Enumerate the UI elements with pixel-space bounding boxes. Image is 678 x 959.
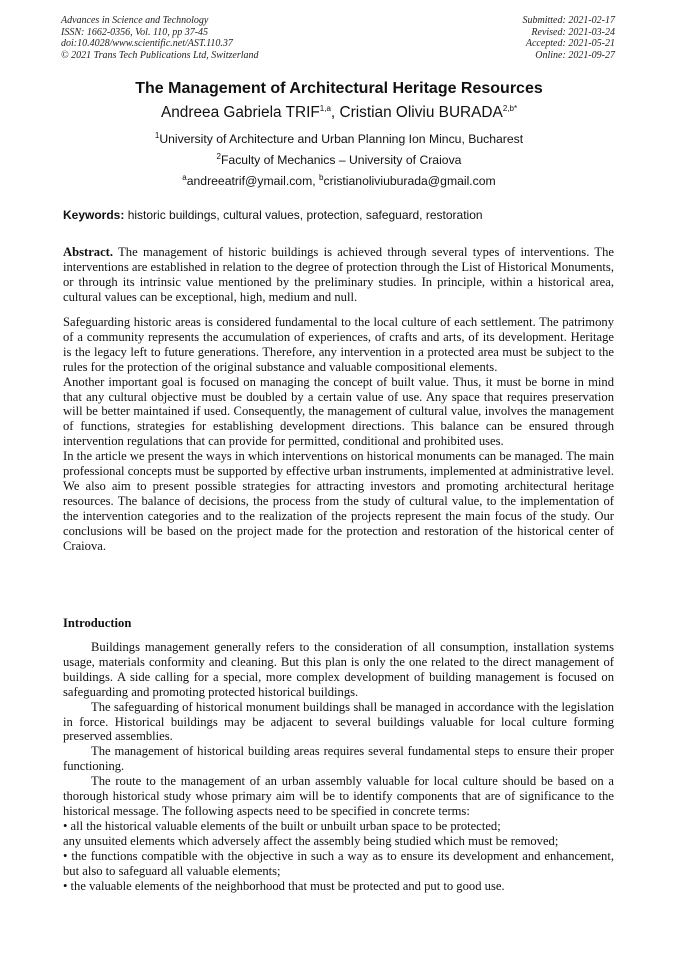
section-heading-introduction: Introduction (63, 616, 132, 630)
abstract-intro (63, 245, 614, 305)
abstract-first-paragraph: The management of historic buildings is achieved through several types of interventions. The interventions are established in relation to the degree of protection through the List of Historical Monuments, or through its intrinsic value mentioned by the preliminary studies. In principle, within a historical area, cultural values can be exceptional, high, medium and null. (63, 245, 614, 304)
accepted-date: Accepted: 2021-05-21 (525, 38, 615, 50)
journal-name: Advances in Science and Technology (61, 15, 209, 26)
affiliation-1-mark: 1 (154, 130, 160, 140)
author-2-affiliation-mark: 2,b* (502, 103, 518, 113)
abstract-paragraph: Safeguarding historic areas is considered fundamental to the local culture of each settlement. The patrimony of a community represents the accumulation of experiences, of crafts and arts, of its development. Heritage is the legacy left to future generations. Therefore, any intervention in a protected area must be subject to the rules for the protection of the original substance and valuable compositional elements. (63, 315, 614, 374)
paper-title: The Management of Architectural Heritage Resources (135, 80, 543, 97)
affiliation-2 (0, 153, 678, 167)
author-emails (0, 174, 678, 188)
list-item: • all the historical valuable elements of the built or unbuilt urban space to be protected; (63, 818, 501, 833)
introduction-paragraph: The safeguarding of historical monument buildings shall be managed in accordance with the legislation in force. Historical buildings may be adjacent to several buildings valuable for local culture forming preserved assemblies. (63, 699, 614, 744)
author-2-name: Cristian Oliviu BURADA (339, 104, 503, 121)
email-b: cristianoliviuburada@gmail.com (323, 174, 496, 188)
affiliation-1-text: University of Architecture and Urban Planning Ion Mincu, Bucharest (159, 132, 524, 146)
journal-info (61, 15, 259, 61)
copyright-line: © 2021 Trans Tech Publications Ltd, Switzerland (61, 49, 259, 61)
email-a: andreeatrif@ymail.com, (186, 174, 320, 188)
author-line (0, 104, 678, 122)
author-separator: , (330, 104, 340, 121)
abstract-paragraph: In the article we present the ways in which interventions on historical monuments can be managed. The main professional concepts must be supported by effective urban instruments, implemented at administrative level. We also aim to present possible strategies for attracting investors and promoting architectural heritage resources. The balance of decisions, the process from the study of cultural value, to the implementation of the intervention categories and to the realization of the projects represent the main focus of the study. Our conclusions will be based on the project made for the protection and restoration of the historical center of Craiova. (63, 449, 614, 553)
list-item: • the functions compatible with the objective in such a way as to ensure its development and enhancement, but also to safeguard all valuable elements; (63, 848, 614, 878)
keywords-label: Keywords: (63, 208, 125, 222)
author-1-affiliation-mark: 1,a (319, 103, 331, 113)
affiliation-2-mark: 2 (216, 151, 221, 161)
email-a-mark: a (182, 172, 187, 182)
list-item: any unsuited elements which adversely affect the assembly being studied which must be removed; (63, 833, 559, 848)
introduction-paragraph: Buildings management generally refers to the consideration of all consumption, installation systems usage, materials conformity and cleaning. But this plan is only the one related to the direct management of buildings. A side calling for a special, more complex development of building management is focused on safeguarding and promoting protected historical buildings. (63, 640, 614, 699)
abstract-label: Abstract. (63, 245, 114, 259)
abstract-body (63, 315, 614, 554)
affiliation-1 (0, 132, 678, 146)
online-date: Online: 2021-09-27 (535, 49, 615, 61)
abstract-paragraph: Another important goal is focused on managing the concept of built value. Thus, it must be borne in mind that any cultural objective must be doubled by a certain value of use. Any space that requires preservation will be better maintained if used. Consequently, the management of cultural value, involves the management of functions, strategies for establishing development directions. This balance can be ensured through intervention regulations that can provide for permitted, conditional and prohibited uses. (63, 374, 614, 449)
introduction-paragraph: The management of historical building areas requires several fundamental steps to ensure their proper functioning. (63, 744, 614, 774)
affiliation-2-text: Faculty of Mechanics – University of Craiova (220, 153, 462, 167)
doi-line: doi:10.4028/www.scientific.net/AST.110.37 (61, 38, 233, 50)
revised-date: Revised: 2021-03-24 (531, 26, 615, 38)
introduction-paragraph: The route to the management of an urban assembly valuable for local culture should be based on a thorough historical study whose primary aim will be to identify components that are of significance to the historical message. The following aspects need to be specified in concrete terms: (63, 774, 614, 818)
introduction-body (63, 640, 614, 893)
keywords-text: historic buildings, cultural values, protection, safeguard, restoration (124, 208, 483, 222)
keywords (63, 208, 614, 222)
issn-line: ISSN: 1662-0356, Vol. 110, pp 37-45 (61, 26, 209, 38)
publication-dates (523, 15, 616, 61)
submitted-date: Submitted: 2021-02-17 (522, 15, 615, 26)
list-item: • the valuable elements of the neighborhood that must be protected and put to good use. (63, 878, 505, 893)
email-b-mark: b (319, 172, 324, 182)
author-1-name: Andreea Gabriela TRIF (160, 104, 320, 121)
